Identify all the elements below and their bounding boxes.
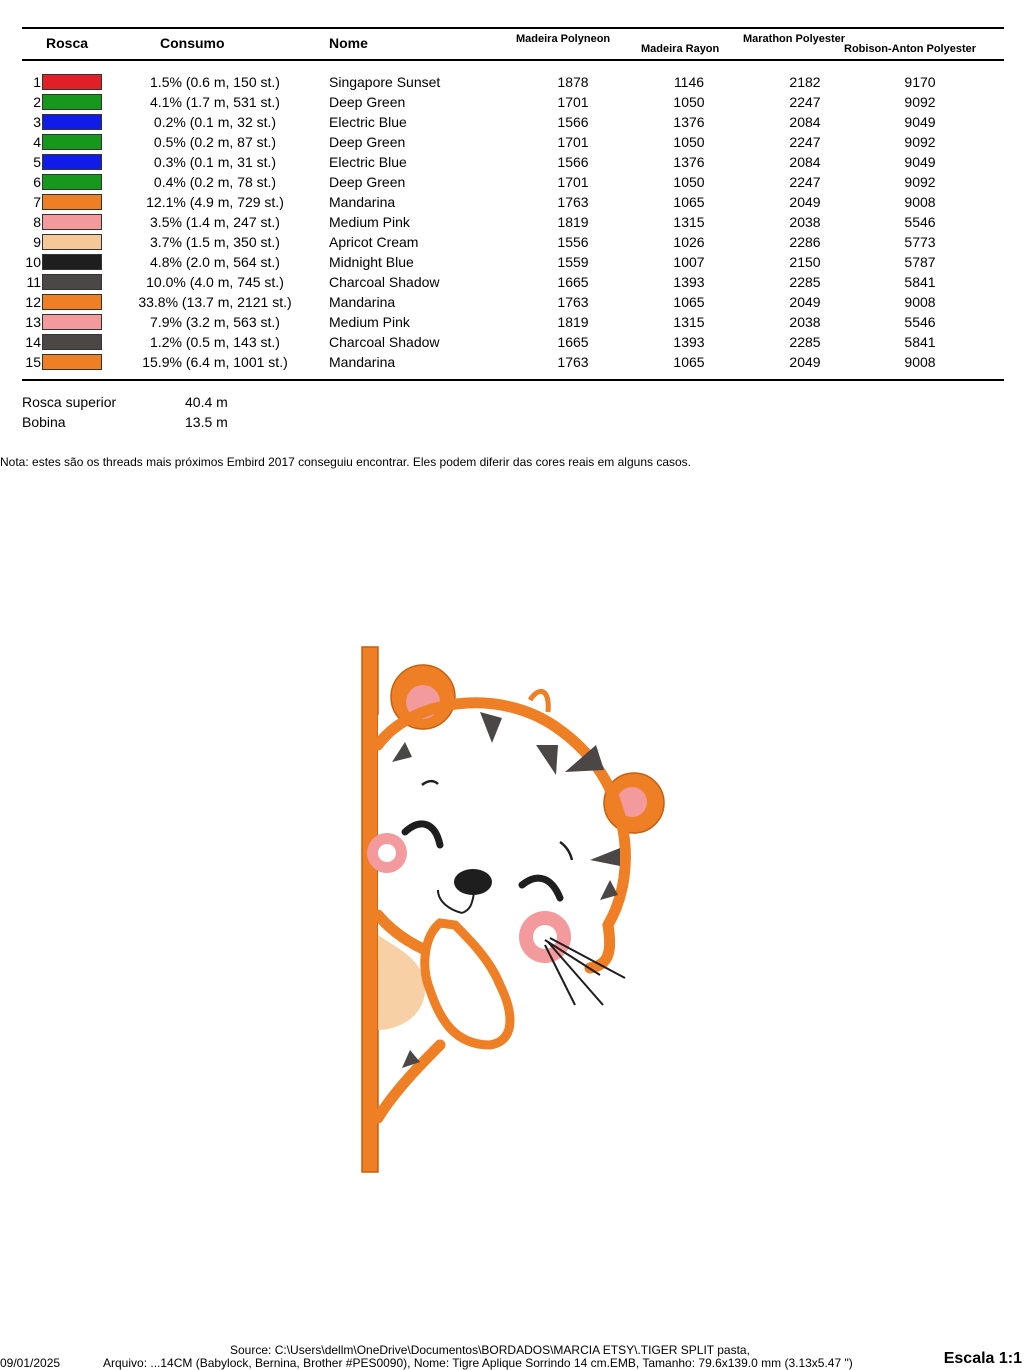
madeira-polyneon-cell: 1763 bbox=[557, 294, 589, 310]
table-row bbox=[0, 112, 1024, 132]
nome-cell: Medium Pink bbox=[329, 314, 410, 330]
row-number: 10 bbox=[25, 254, 41, 270]
madeira-polyneon-cell: 1819 bbox=[557, 314, 589, 330]
nome-cell: Midnight Blue bbox=[329, 254, 414, 270]
color-swatch bbox=[42, 114, 102, 130]
robison-cell: 5546 bbox=[904, 314, 936, 330]
madeira-rayon-cell: 1376 bbox=[673, 114, 705, 130]
nome-cell: Electric Blue bbox=[329, 154, 407, 170]
table-header-top-rule bbox=[22, 27, 1004, 29]
split-bar bbox=[362, 647, 378, 1172]
bobina-label: Bobina bbox=[22, 414, 66, 430]
color-swatch bbox=[42, 174, 102, 190]
marathon-cell: 2049 bbox=[789, 354, 821, 370]
madeira-rayon-cell: 1065 bbox=[673, 194, 705, 210]
consumo-cell: 10.0% (4.0 m, 745 st.) bbox=[146, 274, 284, 290]
madeira-rayon-cell: 1050 bbox=[673, 134, 705, 150]
embroidery-design-preview bbox=[340, 640, 670, 1180]
nome-cell: Deep Green bbox=[329, 174, 406, 190]
consumo-cell: 15.9% (6.4 m, 1001 st.) bbox=[142, 354, 288, 370]
consumo-cell: 12.1% (4.9 m, 729 st.) bbox=[146, 194, 284, 210]
table-row bbox=[0, 92, 1024, 112]
header-robison-anton-polyester: Robison-Anton Polyester bbox=[844, 43, 977, 55]
nome-cell: Mandarina bbox=[329, 194, 396, 210]
row-number: 6 bbox=[33, 174, 41, 190]
header-marathon-polyester: Marathon Polyester bbox=[743, 33, 846, 45]
madeira-polyneon-cell: 1701 bbox=[557, 134, 589, 150]
header-madeira-rayon: Madeira Rayon bbox=[641, 43, 720, 55]
consumo-cell: 7.9% (3.2 m, 563 st.) bbox=[150, 314, 280, 330]
madeira-polyneon-cell: 1701 bbox=[557, 174, 589, 190]
consumo-cell: 4.8% (2.0 m, 564 st.) bbox=[150, 254, 280, 270]
consumo-cell: 1.5% (0.6 m, 150 st.) bbox=[150, 74, 280, 90]
scale-label: Escala 1:1 bbox=[943, 1350, 1022, 1367]
madeira-polyneon-cell: 1763 bbox=[557, 194, 589, 210]
robison-cell: 9170 bbox=[904, 74, 936, 90]
head-fill bbox=[378, 701, 642, 960]
robison-cell: 5787 bbox=[904, 254, 936, 270]
robison-cell: 9049 bbox=[904, 114, 936, 130]
consumo-cell: 3.7% (1.5 m, 350 st.) bbox=[150, 234, 280, 250]
robison-cell: 5546 bbox=[904, 214, 936, 230]
madeira-rayon-cell: 1050 bbox=[673, 174, 705, 190]
nome-cell: Deep Green bbox=[329, 94, 406, 110]
table-header-bottom-rule bbox=[22, 59, 1004, 61]
consumo-cell: 0.4% (0.2 m, 78 st.) bbox=[153, 174, 277, 190]
table-bottom-rule bbox=[22, 379, 1004, 381]
marathon-cell: 2038 bbox=[789, 314, 821, 330]
robison-cell: 9008 bbox=[904, 354, 936, 370]
marathon-cell: 2150 bbox=[789, 254, 821, 270]
table-row bbox=[0, 212, 1024, 232]
color-swatch bbox=[42, 334, 102, 350]
table-row bbox=[0, 232, 1024, 252]
madeira-polyneon-cell: 1559 bbox=[557, 254, 589, 270]
consumo-cell: 4.1% (1.7 m, 531 st.) bbox=[150, 94, 280, 110]
color-swatch bbox=[42, 254, 102, 270]
madeira-polyneon-cell: 1556 bbox=[557, 234, 589, 250]
nome-cell: Mandarina bbox=[329, 354, 396, 370]
table-row bbox=[0, 152, 1024, 172]
nome-cell: Deep Green bbox=[329, 134, 406, 150]
nose bbox=[454, 869, 492, 895]
madeira-rayon-cell: 1050 bbox=[673, 94, 705, 110]
robison-cell: 9008 bbox=[904, 194, 936, 210]
row-number: 13 bbox=[25, 314, 41, 330]
madeira-rayon-cell: 1065 bbox=[673, 294, 705, 310]
row-number: 12 bbox=[25, 294, 41, 310]
table-row bbox=[0, 132, 1024, 152]
consumo-cell: 0.5% (0.2 m, 87 st.) bbox=[153, 134, 277, 150]
madeira-polyneon-cell: 1665 bbox=[557, 334, 589, 350]
color-swatch bbox=[42, 154, 102, 170]
madeira-polyneon-cell: 1701 bbox=[557, 94, 589, 110]
row-number: 7 bbox=[33, 194, 41, 210]
madeira-polyneon-cell: 1665 bbox=[557, 274, 589, 290]
marathon-cell: 2084 bbox=[789, 114, 821, 130]
thread-note: Nota: estes são os threads mais próximos Embird 2017 conseguiu encontrar. Eles podem diferir das cores reais em alguns casos. bbox=[0, 455, 692, 469]
marathon-cell: 2285 bbox=[789, 274, 821, 290]
row-number: 15 bbox=[25, 354, 41, 370]
robison-cell: 9008 bbox=[904, 294, 936, 310]
madeira-rayon-cell: 1315 bbox=[673, 214, 705, 230]
row-number: 8 bbox=[33, 214, 41, 230]
table-row bbox=[0, 192, 1024, 212]
row-number: 3 bbox=[33, 114, 41, 130]
color-swatch bbox=[42, 234, 102, 250]
consumo-cell: 33.8% (13.7 m, 2121 st.) bbox=[138, 294, 292, 310]
consumo-cell: 0.3% (0.1 m, 31 st.) bbox=[153, 154, 277, 170]
row-number: 4 bbox=[33, 134, 41, 150]
color-swatch bbox=[42, 294, 102, 310]
color-swatch bbox=[42, 354, 102, 370]
color-swatch bbox=[42, 74, 102, 90]
nome-cell: Medium Pink bbox=[329, 214, 410, 230]
color-swatch bbox=[42, 134, 102, 150]
rosca-superior-label: Rosca superior bbox=[22, 394, 117, 410]
marathon-cell: 2084 bbox=[789, 154, 821, 170]
table-row bbox=[0, 292, 1024, 312]
row-number: 2 bbox=[33, 94, 41, 110]
table-row bbox=[0, 332, 1024, 352]
marathon-cell: 2049 bbox=[789, 194, 821, 210]
madeira-rayon-cell: 1315 bbox=[673, 314, 705, 330]
nome-cell: Charcoal Shadow bbox=[329, 274, 440, 290]
madeira-rayon-cell: 1026 bbox=[673, 234, 705, 250]
madeira-polyneon-cell: 1763 bbox=[557, 354, 589, 370]
marathon-cell: 2286 bbox=[789, 234, 821, 250]
consumo-cell: 0.2% (0.1 m, 32 st.) bbox=[153, 114, 277, 130]
nome-cell: Apricot Cream bbox=[329, 234, 419, 250]
row-number: 14 bbox=[25, 334, 41, 350]
madeira-polyneon-cell: 1566 bbox=[557, 154, 589, 170]
header-consumo: Consumo bbox=[160, 35, 225, 51]
color-swatch bbox=[42, 214, 102, 230]
table-row bbox=[0, 72, 1024, 92]
madeira-rayon-cell: 1007 bbox=[673, 254, 705, 270]
color-swatch bbox=[42, 274, 102, 290]
footer-file-info: Arquivo: ...14CM (Babylock, Bernina, Brother #PES0090), Nome: Tigre Aplique Sorrindo 14 cm.EMB, Tamanho: 79.6x139.0 mm (3.13x5.47 ") bbox=[103, 1356, 853, 1370]
header-nome: Nome bbox=[329, 35, 368, 51]
consumo-cell: 1.2% (0.5 m, 143 st.) bbox=[150, 334, 280, 350]
footer-date: 09/01/2025 bbox=[0, 1356, 61, 1370]
marathon-cell: 2247 bbox=[789, 134, 821, 150]
bobina-value: 13.5 m bbox=[185, 414, 228, 430]
nome-cell: Charcoal Shadow bbox=[329, 334, 440, 350]
robison-cell: 9049 bbox=[904, 154, 936, 170]
robison-cell: 5841 bbox=[904, 274, 936, 290]
madeira-rayon-cell: 1393 bbox=[673, 334, 705, 350]
row-number: 1 bbox=[33, 74, 41, 90]
nome-cell: Electric Blue bbox=[329, 114, 407, 130]
color-swatch bbox=[42, 314, 102, 330]
row-number: 9 bbox=[33, 234, 41, 250]
row-number: 11 bbox=[26, 274, 41, 290]
color-swatch bbox=[42, 94, 102, 110]
robison-cell: 5773 bbox=[904, 234, 936, 250]
left-cheek-center bbox=[378, 844, 396, 862]
table-row bbox=[0, 172, 1024, 192]
consumo-cell: 3.5% (1.4 m, 247 st.) bbox=[150, 214, 280, 230]
marathon-cell: 2247 bbox=[789, 94, 821, 110]
robison-cell: 9092 bbox=[904, 134, 936, 150]
marathon-cell: 2182 bbox=[789, 74, 821, 90]
madeira-polyneon-cell: 1878 bbox=[557, 74, 589, 90]
madeira-rayon-cell: 1146 bbox=[673, 74, 705, 90]
nome-cell: Singapore Sunset bbox=[329, 74, 441, 90]
table-row bbox=[0, 252, 1024, 272]
marathon-cell: 2049 bbox=[789, 294, 821, 310]
marathon-cell: 2038 bbox=[789, 214, 821, 230]
table-row bbox=[0, 352, 1024, 372]
rosca-superior-value: 40.4 m bbox=[185, 394, 228, 410]
madeira-rayon-cell: 1376 bbox=[673, 154, 705, 170]
madeira-polyneon-cell: 1566 bbox=[557, 114, 589, 130]
marathon-cell: 2247 bbox=[789, 174, 821, 190]
madeira-rayon-cell: 1393 bbox=[673, 274, 705, 290]
footer-source: Source: C:\Users\dellm\OneDrive\Documentos\BORDADOS\MARCIA ETSY\.TIGER SPLIT pasta, bbox=[230, 1343, 750, 1357]
robison-cell: 5841 bbox=[904, 334, 936, 350]
color-swatch bbox=[42, 194, 102, 210]
robison-cell: 9092 bbox=[904, 94, 936, 110]
madeira-polyneon-cell: 1819 bbox=[557, 214, 589, 230]
marathon-cell: 2285 bbox=[789, 334, 821, 350]
nome-cell: Mandarina bbox=[329, 294, 396, 310]
header-madeira-polyneon: Madeira Polyneon bbox=[516, 33, 611, 45]
row-number: 5 bbox=[33, 154, 41, 170]
table-row bbox=[0, 312, 1024, 332]
madeira-rayon-cell: 1065 bbox=[673, 354, 705, 370]
robison-cell: 9092 bbox=[904, 174, 936, 190]
header-rosca: Rosca bbox=[46, 35, 89, 51]
table-row bbox=[0, 272, 1024, 292]
